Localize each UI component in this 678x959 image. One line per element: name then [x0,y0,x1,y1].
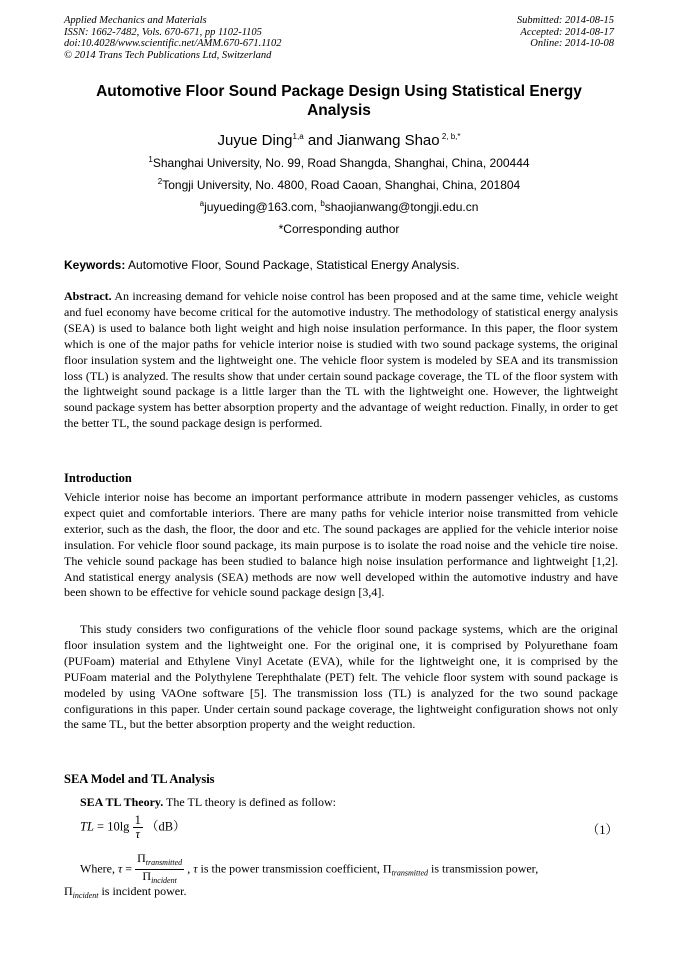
equation-fraction [133,814,143,841]
author-1: Juyue Ding [217,132,293,149]
sea-tl-theory [80,795,618,811]
pi-symbol: Π [382,861,392,876]
affiliation-2-marker: 2 [157,177,163,186]
affiliation-1-marker: 1 [148,155,153,164]
transmitted-definition: is transmission power, [428,861,539,876]
affiliation-1-text: Shanghai University, No. 99, Road Shangda, Shanghai, China, 200444 [152,156,530,170]
journal-copyright: © 2014 Trans Tech Publications Ltd, Switzerland [64,49,272,61]
introduction-heading: Introduction [64,471,132,485]
keywords-text: Automotive Floor, Sound Package, Statistical Energy Analysis. [125,258,460,272]
keywords [64,258,618,272]
sea-section-heading: SEA Model and TL Analysis [64,772,215,786]
journal-name: Applied Mechanics and Materials [64,15,207,26]
tau-fraction [135,852,184,887]
email-b-marker: b [320,199,325,208]
corresponding-author-note: *Corresponding author [278,222,400,236]
accepted-date: Accepted: 2014-08-17 [520,26,614,38]
keywords-label: Keywords: [64,258,126,272]
tau-symbol: τ [193,861,198,876]
email-a-marker: a [199,199,205,208]
equation-number: （1） [586,823,618,837]
tau-numerator [135,852,184,870]
online-date: Online: 2014-10-08 [530,38,614,49]
subscript-transmitted: transmitted [145,858,183,867]
sea-incident-text [64,884,618,904]
email-b: shaojianwang@tongji.edu.cn [324,200,479,214]
subscript-transmitted: transmitted [391,868,429,878]
pi-symbol: Π [142,869,152,883]
abstract-label: Abstract. [64,289,112,303]
journal-doi: doi:10.4028/www.scientific.net/AMM.670-671.1102 [64,38,282,49]
author-2: Jianwang Shao [337,132,440,149]
subscript-incident: incident [72,891,99,900]
subscript-incident: incident [151,876,177,885]
introduction-paragraph-1: Vehicle interior noise has become an important performance attribute in modern passenger vehicles, as customs expect quiet and comfortable interiors. There are many paths for vehicle interior noise transmitted from vehicle exterior, such as the dash, the floor, the door and etc. The sound packages are applied for the vehicle interior noise insulation. For vehicle floor sound package, its main purpose is to isolate the road noise and the vehicle tire noise. The vehicle sound package has been studied to balance high noise insulation performance and lightweight [1,2]. And statistical energy analysis (SEA) methods are now well developed within the automotive industry and have been shown to be effective for vehicle sound package design [3,4]. [64,490,618,600]
affiliation-2 [64,178,614,192]
abstract-text: An increasing demand for vehicle noise control has been proposed and at the same time, vehicle weight and fuel economy have become critical for the automotive industry. The methodology of statistical energy analysis (SEA) is used to balance both light weight and high noise insulation performance. In this paper, the floor system which is one of the major paths for vehicle interior noise is studied with two sound package systems, the original floor insulation system and the lightweight one. The vehicle floor system is modeled by SEA and its transmission loss (TL) is analyzed. The results show that under certain sound package coverage, the TL of the floor system with the lightweight sound package is a little larger than the TL with the lightweight one. However, the lightweight sound package system has better absorption property and the advantage of weight reduction. Finally, in order to get the better TL, the sound package design is performed. [64,289,618,431]
affiliation-2-text: Tongji University, No. 4800, Road Caoan, Shanghai, China, 201804 [162,178,521,192]
where-separator: , [184,861,194,876]
author-line [64,132,614,149]
equation-1 [80,814,618,848]
author-1-marker: 1,a [292,132,304,141]
sea-where-text [80,852,618,887]
paper-title: Automotive Floor Sound Package Design Using Statistical Energy Analysis [96,83,582,119]
author-2-marker: 2, b,* [439,132,461,141]
pi-symbol: Π [64,884,73,898]
affiliation-1 [64,156,614,170]
where-label: Where, [80,861,118,876]
equation-lhs: TL [80,819,94,834]
sea-tl-theory-label: SEA TL Theory. [80,795,164,809]
tau-equals: = [122,861,136,876]
equation-unit: （dB） [145,819,186,834]
tau-definition: is the power transmission coefficient, [197,861,383,876]
abstract [64,289,618,432]
journal-info [64,15,281,61]
introduction-paragraph-2: This study considers two configurations of the vehicle floor sound package systems, which are the original floor insulation system and the lightweight one. For the original one, it is comprised by Polyurethane foam (PUFoam) material and Ethylene Vinyl Acetate (EVA), while for the lightweight one, it is comprised by the PUFoam material and the Polythylene Terephthalate (PET) felt. The vehicle floor system with sound package is modeled by using VAOne software [5]. The transmission loss (TL) is analyzed for the two sound package configurations in this paper. Under certain sound package coverage, the lightweight configuration shows not only the same TL, but the better absorption property and the weight reduction. [64,622,618,732]
author-emails [64,200,614,214]
author-separator: and [303,132,338,149]
submitted-date: Submitted: 2014-08-15 [516,15,614,26]
equation-denominator: τ [135,827,140,841]
sea-tl-theory-text: The TL theory is defined as follow: [163,795,337,809]
email-a: juyueding@163.com, [204,200,321,214]
tau-symbol: τ [117,861,123,876]
equation-numerator: 1 [134,813,141,827]
equation-equals: = 10lg [93,819,130,834]
journal-issn: ISSN: 1662-7482, Vols. 670-671, pp 1102-1105 [64,26,262,38]
incident-definition: is incident power. [98,884,187,898]
submission-dates [517,15,614,50]
pi-symbol: Π [137,851,146,865]
